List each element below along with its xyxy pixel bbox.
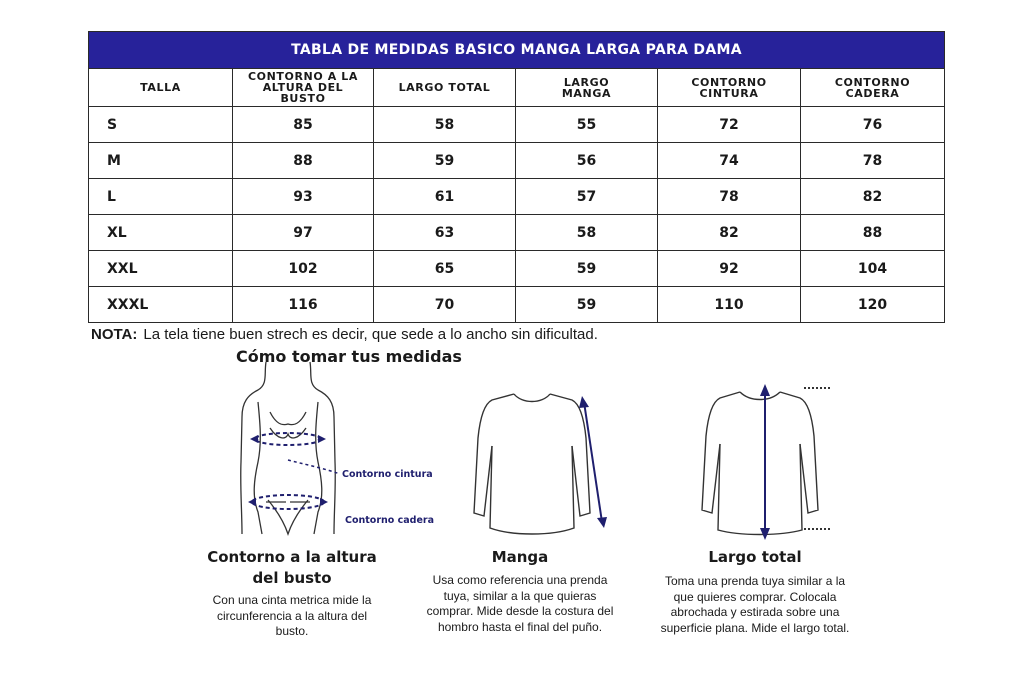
length-text: Toma una prenda tuya similar a la que quieres comprar. Colocala abrochada y estirada sobre una superficie plana. Mide el largo total. — [660, 574, 850, 635]
header-busto: CONTORNO A LA ALTURA DEL BUSTO — [233, 69, 374, 107]
size-label: XXXL — [89, 287, 233, 323]
busto-value: 97 — [233, 215, 374, 251]
size-label: M — [89, 143, 233, 179]
size-label: S — [89, 107, 233, 143]
busto-value: 85 — [233, 107, 374, 143]
body-outline-icon — [228, 362, 348, 542]
table-title: TABLA DE MEDIDAS BASICO MANGA LARGA PARA DAMA — [89, 32, 945, 69]
table-row — [89, 179, 945, 215]
largo-manga-value: 59 — [516, 287, 658, 323]
largo-total-value: 58 — [374, 107, 516, 143]
busto-value: 88 — [233, 143, 374, 179]
size-label: L — [89, 179, 233, 215]
table-header-row — [89, 69, 945, 107]
busto-value: 116 — [233, 287, 374, 323]
sleeve-text: Usa como referencia una prenda tuya, similar a la que quieras comprar. Mide desde la costura del hombro hasta el final del puño. — [426, 573, 614, 634]
header-largo-total: LARGO TOTAL — [374, 69, 516, 107]
largo-manga-value: 59 — [516, 251, 658, 287]
note-text: La tela tiene buen strech es decir, que sede a lo ancho sin dificultad. — [143, 326, 598, 343]
waist-label: Contorno cintura — [342, 469, 433, 480]
cadera-value: 104 — [801, 251, 945, 287]
body-figure — [228, 362, 348, 542]
size-label: XL — [89, 215, 233, 251]
largo-manga-value: 58 — [516, 215, 658, 251]
header-largo-manga: LARGO MANGA — [516, 69, 658, 107]
table-row — [89, 143, 945, 179]
largo-total-value: 70 — [374, 287, 516, 323]
long-sleeve-shirt-icon — [462, 388, 612, 538]
cintura-value: 72 — [658, 107, 801, 143]
header-talla: TALLA — [89, 69, 233, 107]
note-label: NOTA: — [91, 326, 138, 343]
bust-text: Con una cinta metrica mide la circunferencia a la altura del busto. — [212, 593, 372, 638]
largo-manga-value: 56 — [516, 143, 658, 179]
busto-value: 102 — [233, 251, 374, 287]
table-row — [89, 107, 945, 143]
largo-total-value: 63 — [374, 215, 516, 251]
table-row — [89, 215, 945, 251]
cadera-value: 78 — [801, 143, 945, 179]
hip-label: Contorno cadera — [345, 515, 434, 526]
busto-value: 93 — [233, 179, 374, 215]
size-label: XXL — [89, 251, 233, 287]
largo-total-value: 65 — [374, 251, 516, 287]
how-to-title: Cómo tomar tus medidas — [236, 347, 462, 366]
cadera-value: 82 — [801, 179, 945, 215]
long-sleeve-shirt-icon — [700, 380, 840, 540]
sleeve-figure — [462, 388, 612, 538]
cintura-value: 78 — [658, 179, 801, 215]
largo-total-value: 61 — [374, 179, 516, 215]
largo-manga-value: 57 — [516, 179, 658, 215]
length-figure — [700, 380, 840, 540]
sleeve-title: Manga — [491, 548, 549, 566]
cadera-value: 88 — [801, 215, 945, 251]
table-row — [89, 251, 945, 287]
bust-title: Contorno a la altura del busto — [207, 548, 377, 587]
note — [91, 326, 598, 343]
cintura-value: 110 — [658, 287, 801, 323]
cintura-value: 74 — [658, 143, 801, 179]
cadera-value: 120 — [801, 287, 945, 323]
cintura-value: 82 — [658, 215, 801, 251]
largo-total-value: 59 — [374, 143, 516, 179]
length-title: Largo total — [708, 548, 802, 566]
cadera-value: 76 — [801, 107, 945, 143]
header-cadera: CONTORNO CADERA — [801, 69, 945, 107]
cintura-value: 92 — [658, 251, 801, 287]
header-cintura: CONTORNO CINTURA — [658, 69, 801, 107]
largo-manga-value: 55 — [516, 107, 658, 143]
size-table — [88, 31, 945, 323]
table-row — [89, 287, 945, 323]
